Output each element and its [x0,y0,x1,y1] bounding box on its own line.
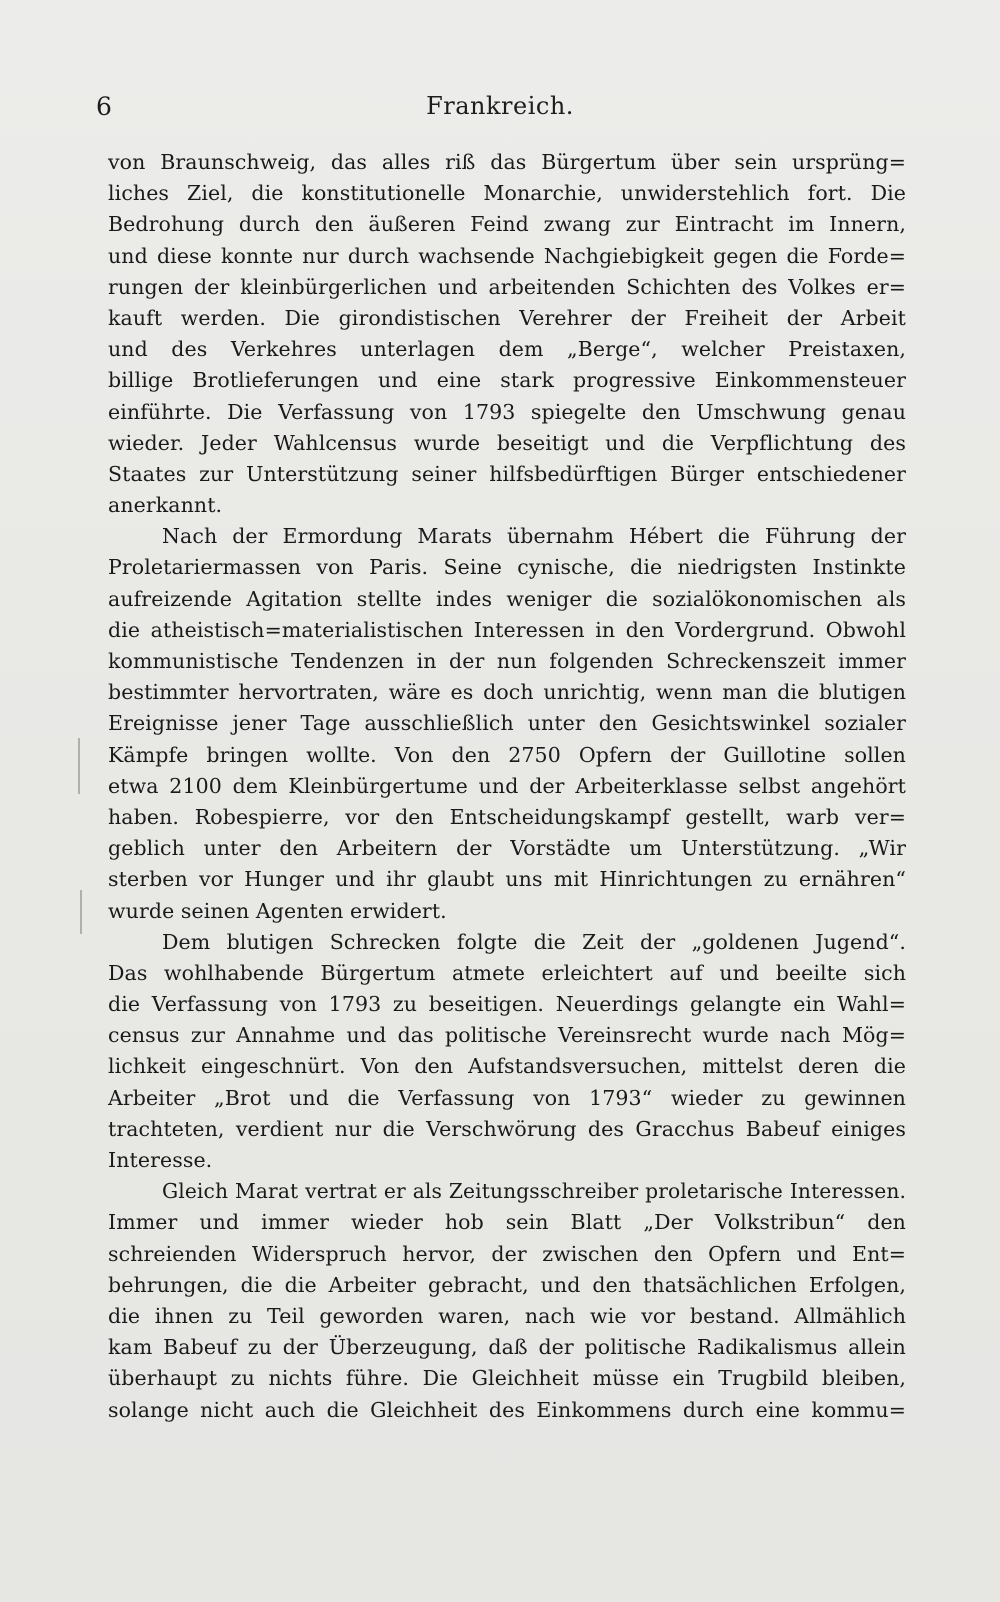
text-line: Proletariermassen von Paris. Seine cynische, die niedrigsten Instinkte [108,555,906,580]
text-line: die atheistisch=materialistischen Interessen in den Vordergrund. Obwohl [108,617,906,642]
margin-mark [80,890,82,934]
margin-mark [78,738,80,794]
text-line: behrungen, die die Arbeiter gebracht, und den thatsächlichen Erfolgen, [108,1272,906,1297]
text-line: billige Brotlieferungen und eine stark progressive Einkommensteuer [108,368,906,393]
text-line: einführte. Die Verfassung von 1793 spiegelte den Umschwung genau [108,399,906,424]
text-line: überhaupt zu nichts führe. Die Gleichheit müsse ein Trugbild bleiben, [108,1366,906,1391]
text-line: geblich unter den Arbeitern der Vorstädte um Unterstützung. „Wir [108,836,906,861]
text-line: Kämpfe bringen wollte. Von den 2750 Opfern der Guillotine sollen [108,742,906,767]
body-text [108,147,906,1426]
text-line: Arbeiter „Brot und die Verfassung von 1793“ wieder zu gewinnen [108,1085,906,1110]
text-line: wurde seinen Agenten erwidert. [108,898,447,923]
text-line: Nach der Ermordung Marats übernahm Hébert die Führung der [162,524,906,549]
text-line: haben. Robespierre, vor den Entscheidungskampf gestellt, warb ver= [108,804,906,829]
page-header [96,92,904,132]
text-line: lichkeit eingeschnürt. Von den Aufstandsversuchen, mittelst deren die [108,1054,906,1079]
page-number: 6 [96,92,112,121]
text-line: Dem blutigen Schrecken folgte die Zeit der „goldenen Jugend“. [162,929,906,954]
text-line: schreienden Widerspruch hervor, der zwischen den Opfern und Ent= [108,1241,906,1266]
text-line: bestimmter hervortraten, wäre es doch unrichtig, wenn man die blutigen [108,680,906,705]
text-line: Staates zur Unterstützung seiner hilfsbedürftigen Bürger entschiedener [108,461,906,486]
text-line: Immer und immer wieder hob sein Blatt „Der Volkstribun“ den [108,1210,906,1235]
running-head: Frankreich. [426,92,574,120]
text-line: anerkannt. [108,493,223,518]
text-line: und des Verkehres unterlagen dem „Berge“, welcher Preistaxen, [108,337,906,362]
text-line: census zur Annahme und das politische Vereinsrecht wurde nach Mög= [108,1023,906,1048]
text-line: trachteten, verdient nur die Verschwörung des Gracchus Babeuf einiges [108,1116,906,1141]
text-line: kauft werden. Die girondistischen Verehrer der Freiheit der Arbeit [108,305,906,330]
text-line: Interesse. [108,1148,213,1172]
text-line: von Braunschweig, das alles riß das Bürgertum über sein ursprüng= [108,150,906,174]
text-line: kam Babeuf zu der Überzeugung, daß der politische Radikalismus allein [108,1335,906,1360]
text-line: die Verfassung von 1793 zu beseitigen. Neuerdings gelangte ein Wahl= [108,992,906,1017]
text-line: kommunistische Tendenzen in der nun folgenden Schreckenszeit immer [108,649,906,673]
text-line: Gleich Marat vertrat er als Zeitungsschreiber proletarische Interessen. [162,1179,906,1204]
text-line: sterben vor Hunger und ihr glaubt uns mit Hinrichtungen zu ernähren“ [108,867,906,892]
text-line: solange nicht auch die Gleichheit des Einkommens durch eine kommu= [108,1397,906,1422]
text-line: liches Ziel, die konstitutionelle Monarchie, unwiderstehlich fort. Die [108,181,906,206]
text-line: rungen der kleinbürgerlichen und arbeitenden Schichten des Volkes er= [108,274,906,299]
text-line: wieder. Jeder Wahlcensus wurde beseitigt und die Verpflichtung des [108,430,906,455]
text-line: die ihnen zu Teil geworden waren, nach wie vor bestand. Allmählich [108,1303,906,1328]
text-line: Ereignisse jener Tage ausschließlich unter den Gesichtswinkel sozialer [108,711,906,736]
text-line: aufreizende Agitation stellte indes weniger die sozialökonomischen als [108,586,906,611]
text-line: Das wohlhabende Bürgertum atmete erleichtert auf und beeilte sich [108,960,906,985]
text-line: und diese konnte nur durch wachsende Nachgiebigkeit gegen die Forde= [108,243,906,268]
text-line: Bedrohung durch den äußeren Feind zwang zur Eintracht im Innern, [108,212,906,237]
text-line: etwa 2100 dem Kleinbürgertume und der Arbeiterklasse selbst angehört [108,773,906,798]
